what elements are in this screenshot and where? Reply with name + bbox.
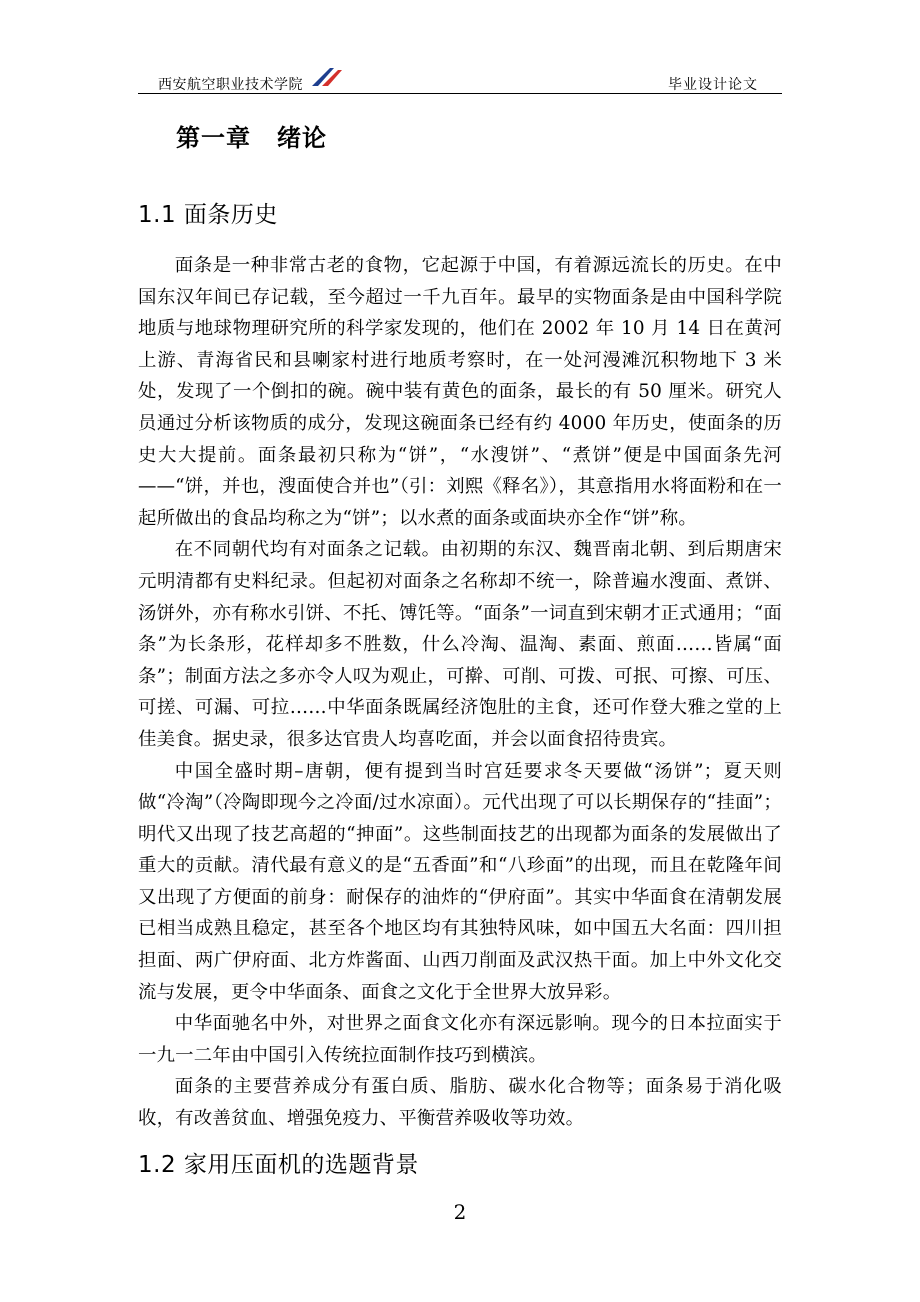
paragraph: 面条是一种非常古老的食物，它起源于中国，有着源远流长的历史。在中国东汉年间已存记载，至今超过一千九百年。最早的实物面条是由中国科学院地质与地球物理研究所的科学家发现的，他们在 2002 年 10 月 14 日在黄河上游、青海省民和县喇家村进行地质考察时，在一处河漫滩沉积物地下 3 米处，发现了一个倒扣的碗。碗中装有黄色的面条，最长的有 50 厘米。研究人员通过分析该物质的成分，发现这碗面条已经有约 4000 年历史，使面条的历史大大提前。面条最初只称为“饼”，“水溲饼”、“煮饼”便是中国面条先河——“饼，并也，溲面使合并也”（引：刘熙《释名》），其意指用水将面粉和在一起所做出的食品均称之为“饼”；以水煮的面条或面块亦全作“饼”称。	[138, 255, 782, 529]
section-heading-1-2: 1.2 家用压面机的选题背景	[138, 1152, 419, 1178]
institution-name: 西安航空职业技术学院	[158, 77, 303, 93]
paragraph: 面条的主要营养成分有蛋白质、脂肪、碳水化合物等；面条易于消化吸收，有改善贫血、增强免疫力、平衡营养吸收等功效。	[138, 1076, 782, 1130]
paragraph: 中华面驰名中外，对世界之面食文化亦有深远影响。现今的日本拉面实于一九一二年由中国引入传统拉面制作技巧到横滨。	[138, 1013, 782, 1066]
header-rule	[138, 93, 782, 94]
page-header	[138, 62, 782, 94]
logo-stroke-blue	[312, 68, 334, 86]
college-logo-icon	[310, 64, 344, 88]
chapter-title: 绪论	[277, 124, 327, 152]
paragraph: 中国全盛时期–唐朝，便有提到当时宫廷要求冬天要做“汤饼”；夏天则做“冷淘”（冷陶即现今之冷面/过水凉面）。元代出现了可以长期保存的“挂面”；明代又出现了技艺高超的“抻面”。这些制面技艺的出现都为面条的发展做出了重大的贡献。清代最有意义的是“五香面”和“八珍面”的出现，而且在乾隆年间又出现了方便面的前身：耐保存的油炸的“伊府面”。其实中华面食在清朝发展已相当成熟且稳定，甚至各个地区均有其独特风味，如中国五大名面：四川担担面、两广伊府面、北方炸酱面、山西刀削面及武汉热干面。加上中外文化交流与发展，更令中华面条、面食之文化于全世界大放异彩。	[138, 760, 782, 1003]
page-number: 2	[453, 1200, 467, 1224]
body-text	[138, 250, 782, 1135]
section-heading-1-1: 1.1 面条历史	[138, 202, 278, 228]
chapter-number: 第一章	[176, 124, 251, 152]
paragraph: 在不同朝代均有对面条之记载。由初期的东汉、魏晋南北朝、到后期唐宋元明清都有史料纪录。但起初对面条之名称却不统一，除普遍水溲面、煮饼、汤饼外，亦有称水引饼、不托、馎饦等。“面条”一词直到宋朝才正式通用；“面条”为长条形，花样却多不胜数，什么冷淘、温淘、素面、煎面……皆属“面条”；制面方法之多亦令人叹为观止，可擀、可削、可拨、可抿、可擦、可压、可搓、可漏、可拉……中华面条既属经济饱肚的主食，还可作登大雅之堂的上佳美食。据史录，很多达官贵人均喜吃面，并会以面食招待贵宾。	[138, 539, 782, 750]
chapter-heading	[176, 118, 327, 153]
document-type: 毕业设计论文	[668, 77, 758, 93]
